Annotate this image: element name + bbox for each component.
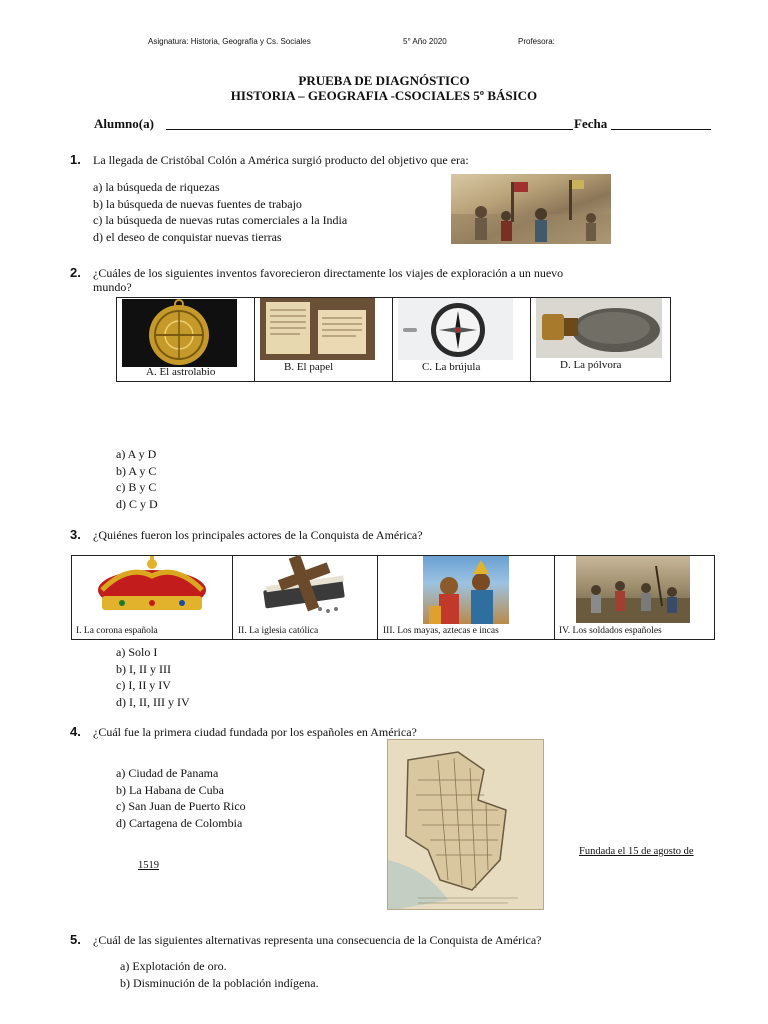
table-divider: [554, 555, 555, 640]
option-a[interactable]: a) A y D: [116, 447, 157, 461]
page-title: PRUEBA DE DIAGNÓSTICO: [298, 73, 470, 88]
question-3-text: ¿Quiénes fueron los principales actores de la Conquista de América?: [93, 528, 423, 542]
question-5-options: [120, 958, 319, 991]
student-name-label: Alumno(a): [94, 116, 154, 131]
option-b[interactable]: b) A y C: [116, 463, 157, 478]
table-divider: [377, 555, 378, 640]
founded-date-text: Fundada el 15 de agosto de: [579, 846, 694, 857]
cross-image: [254, 551, 354, 621]
invention-c-label: C. La brújula: [422, 361, 481, 373]
option-d[interactable]: d) Cartagena de Colombia: [116, 815, 243, 830]
founded-year-text: 1519: [138, 860, 159, 871]
columbus-arrival-painting: [451, 174, 611, 244]
option-a[interactable]: a) Solo I: [116, 645, 158, 659]
question-4-number: 4.: [70, 724, 81, 739]
date-field[interactable]: [611, 129, 711, 130]
grade-label: 5° Año 2020: [403, 37, 447, 46]
question-2-number: 2.: [70, 265, 81, 280]
actor-iii-label: III. Los mayas, aztecas e incas: [383, 626, 499, 636]
student-name-field[interactable]: [166, 129, 573, 130]
question-2-options: [116, 446, 158, 512]
table-divider: [232, 555, 233, 640]
option-b[interactable]: b) la búsqueda de nuevas fuentes de trabajo: [93, 196, 302, 211]
teacher-label: Profesora:: [518, 37, 555, 46]
question-1-options: [93, 179, 347, 245]
question-2-text-cont: mundo?: [93, 280, 132, 294]
table-divider: [254, 297, 255, 382]
option-c[interactable]: c) la búsqueda de nuevas rutas comerciales a la India: [93, 213, 348, 227]
option-d[interactable]: d) el deseo de conquistar nuevas tierras: [93, 229, 282, 244]
page-subtitle: HISTORIA – GEOGRAFIA -CSOCIALES 5º BÁSICO: [230, 88, 538, 103]
invention-d-label: D. La pólvora: [560, 359, 622, 371]
option-a[interactable]: a) Ciudad de Panama: [116, 766, 219, 780]
invention-a-label: A. El astrolabio: [146, 366, 216, 378]
gunpowder-image: [536, 298, 662, 358]
actor-ii-label: II. La iglesia católica: [238, 626, 319, 636]
option-d[interactable]: d) C y D: [116, 496, 158, 511]
question-3-options: [116, 644, 190, 710]
city-map-image: [387, 739, 544, 910]
spanish-soldiers-image: [576, 556, 690, 623]
option-c[interactable]: c) B y C: [116, 480, 157, 494]
crown-image: [88, 556, 216, 618]
actor-iv-label: IV. Los soldados españoles: [559, 626, 662, 636]
question-1-text: La llegada de Cristóbal Colón a América surgió producto del objetivo que era:: [93, 153, 469, 167]
paper-image: [260, 298, 375, 360]
option-b[interactable]: b) I, II y III: [116, 661, 171, 676]
option-d[interactable]: d) I, II, III y IV: [116, 694, 190, 709]
actor-i-label: I. La corona española: [76, 626, 158, 636]
astrolabe-image: [122, 299, 237, 367]
indigenous-peoples-image: [423, 556, 509, 624]
table-divider: [392, 297, 393, 382]
option-c[interactable]: c) I, II y IV: [116, 678, 171, 692]
invention-b-label: B. El papel: [284, 361, 334, 373]
question-2-text: ¿Cuáles de los siguientes inventos favorecieron directamente los viajes de exploración a un nuevo: [93, 266, 564, 280]
date-label: Fecha: [574, 116, 608, 131]
option-b[interactable]: b) Disminución de la población indígena.: [120, 975, 319, 990]
question-5-text: ¿Cuál de las siguientes alternativas representa una consecuencia de la Conquista de América?: [93, 933, 542, 947]
option-b[interactable]: b) La Habana de Cuba: [116, 782, 224, 797]
subject-label: Asignatura: Historia, Geografía y Cs. Sociales: [148, 37, 311, 46]
option-c[interactable]: c) San Juan de Puerto Rico: [116, 799, 246, 813]
question-5-number: 5.: [70, 932, 81, 947]
option-a[interactable]: a) la búsqueda de riquezas: [93, 180, 220, 194]
question-4-text: ¿Cuál fue la primera ciudad fundada por los españoles en América?: [93, 725, 417, 739]
option-a[interactable]: a) Explotación de oro.: [120, 959, 227, 973]
table-divider: [530, 297, 531, 382]
compass-image: [398, 298, 513, 360]
question-3-number: 3.: [70, 527, 81, 542]
question-1-number: 1.: [70, 152, 81, 167]
question-4-options: [116, 765, 246, 831]
